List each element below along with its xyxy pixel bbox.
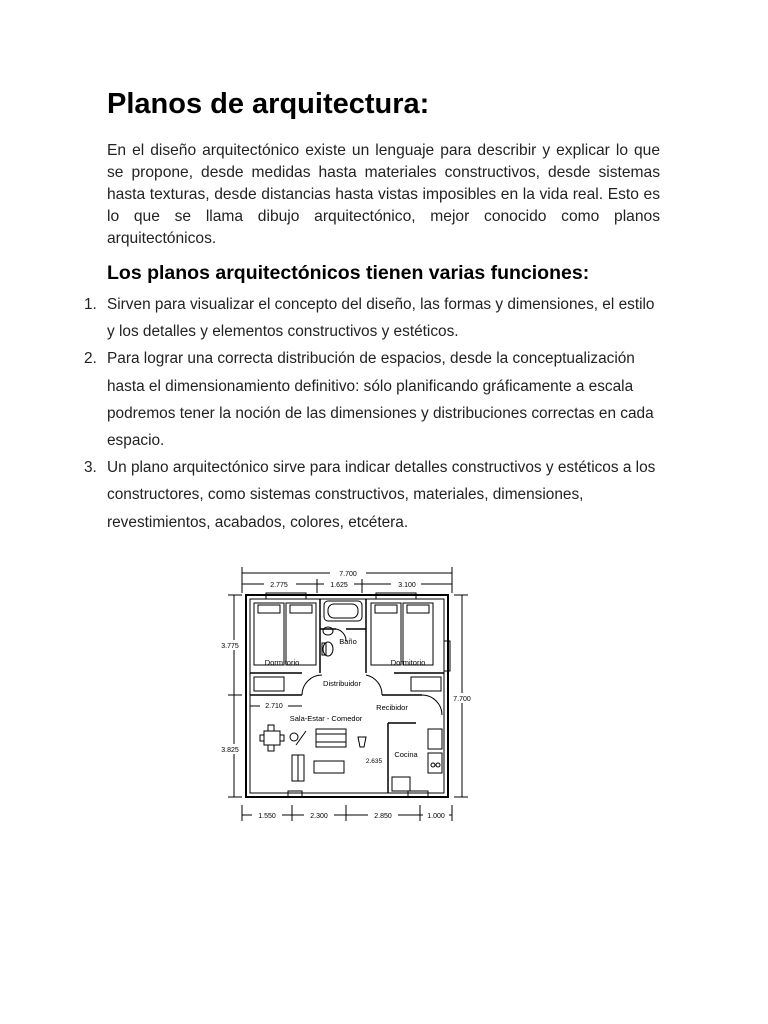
dim-top-2: 1.625 <box>330 582 348 589</box>
list-item-text: Un plano arquitectónico sirve para indicar detalles constructivos y estéticos a los constructores, como sistemas constructivos, materiales, dimensiones, revestimientos, acabados, colores, etcétera. <box>107 459 656 531</box>
label-bedroom-right: Dormitorio <box>390 658 426 667</box>
outer-walls <box>246 595 448 797</box>
right-dimensions <box>451 595 472 797</box>
label-kitchen: Cocina <box>394 750 418 759</box>
label-bedroom-left: Dormitorio <box>264 658 300 667</box>
left-dimensions <box>218 595 242 797</box>
dim-bottom-4: 1.000 <box>427 813 445 820</box>
dim-top-3: 3.100 <box>398 582 416 589</box>
dim-bottom-3: 2.850 <box>374 813 392 820</box>
floor-plan-drawing <box>216 561 472 825</box>
label-living: Sala-Estar - Comedor <box>289 714 363 723</box>
label-hall: Distribuidor <box>323 679 361 688</box>
dim-bottom-1: 1.550 <box>258 813 276 820</box>
doors <box>302 629 442 715</box>
label-entrance: Recibidor <box>376 703 408 712</box>
functions-heading: Los planos arquitectónicos tienen varias funciones: <box>107 262 590 284</box>
list-item <box>0 454 660 536</box>
intro-paragraph: En el diseño arquitectónico existe un lenguaje para describir y explicar lo que se propone, desde medidas hasta materiales constructivos, desde sistemas hasta texturas, desde distancias hasta vistas imposibles en la vida real. Esto es lo que se llama dibujo arquitectónico, mejor conocido como planos arquitectónicos. <box>107 142 660 247</box>
list-item <box>0 345 660 454</box>
dim-right-total: 7.700 <box>453 696 471 703</box>
top-dimensions <box>242 567 452 593</box>
dim-bottom-2: 2.300 <box>310 813 328 820</box>
dim-left-bottom: 3.825 <box>221 747 239 754</box>
beds <box>254 603 441 691</box>
dim-interior-width: 2.710 <box>265 703 283 710</box>
dim-kitchen-wall: 2.635 <box>365 758 383 765</box>
list-item-text: Para lograr una correcta distribución de espacios, desde la conceptualización hasta el dimensionamiento definitivo: sólo planificando gráficamente a escala podremos tener la noción de las dimensiones y distribuciones correctas en cada espacio. <box>107 350 654 450</box>
label-bathroom: Baño <box>339 637 357 646</box>
list-item-number: 1. <box>84 296 97 313</box>
list-item-number: 2. <box>84 350 97 368</box>
list-item-number: 3. <box>84 459 97 477</box>
interior-walls <box>250 599 444 793</box>
list-item-text: Sirven para visualizar el concepto del diseño, las formas y dimensiones, el estilo y los detalles y elementos constructivos y estéticos. <box>107 296 655 341</box>
dim-top-1: 2.775 <box>270 582 288 589</box>
bottom-dimensions <box>242 805 452 821</box>
functions-list <box>0 291 660 536</box>
dim-total-width: 7.700 <box>339 571 357 578</box>
floor-plan <box>216 561 472 825</box>
dim-left-top: 3.775 <box>221 643 239 650</box>
list-item <box>0 291 660 345</box>
page-title: Planos de arquitectura: <box>107 88 430 120</box>
